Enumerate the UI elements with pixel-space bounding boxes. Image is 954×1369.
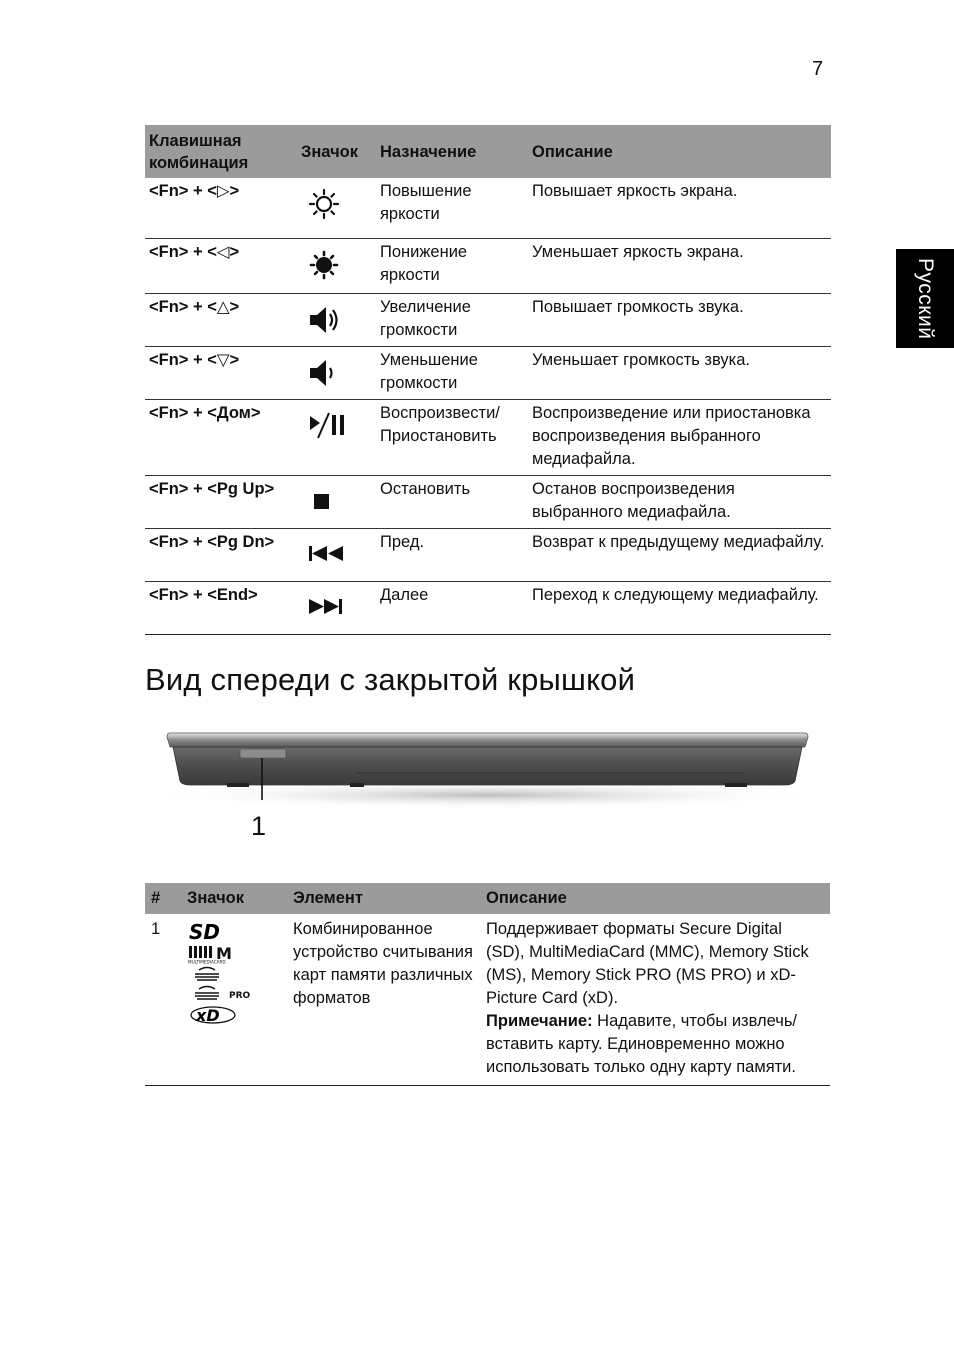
- next-track-icon: [307, 584, 355, 632]
- hotkey-purpose: Пред.: [376, 528, 528, 581]
- hotkey-combo: <Fn> + <◁>: [145, 238, 297, 293]
- hotkey-description: Уменьшает яркость экрана.: [528, 238, 831, 293]
- hotkey-purpose: Далее: [376, 581, 528, 634]
- memory-stick-logo-icon: [187, 966, 247, 982]
- hotkey-combo: <Fn> + <▽>: [145, 346, 297, 399]
- page-number: 7: [812, 58, 824, 80]
- hotkey-purpose: Уменьшение громкости: [376, 346, 528, 399]
- language-tab: [896, 249, 954, 348]
- volume-up-icon: [307, 296, 355, 344]
- svg-text:M: M: [216, 944, 232, 963]
- header-num: #: [145, 883, 181, 914]
- note-text: Надавите, чтобы извлечь/вставить карту. Единовременно можно использовать только одну карту памяти.: [486, 1012, 798, 1076]
- part-element: Комбинированное устройство считывания карт памяти различных форматов: [287, 914, 480, 1086]
- svg-text:xD: xD: [196, 1006, 220, 1025]
- hotkey-description: Останов воспроизведения выбранного медиафайла.: [528, 475, 831, 528]
- laptop-front-view: [145, 725, 830, 845]
- hotkey-purpose: Понижение яркости: [376, 238, 528, 293]
- header-element: Элемент: [287, 883, 480, 914]
- svg-text:SD: SD: [189, 922, 221, 942]
- mmc-logo-icon: [187, 944, 247, 964]
- part-number: 1: [145, 914, 181, 1086]
- parts-table: [145, 883, 830, 1086]
- brightness-up-icon: [307, 180, 355, 228]
- hotkey-purpose: Воспроизвести/ Приостановить: [376, 399, 528, 475]
- table-row: [145, 346, 831, 399]
- xd-logo-icon: [187, 1004, 247, 1026]
- hotkey-description: Повышает яркость экрана.: [528, 178, 831, 238]
- hotkey-combo: <Fn> + <Дом>: [145, 399, 297, 475]
- table-row: [145, 475, 831, 528]
- card-reader-logos: [187, 918, 281, 1026]
- section-title: Вид спереди с закрытой крышкой: [145, 662, 636, 697]
- header-combo: Клавишная комбинация: [145, 125, 297, 178]
- hotkeys-table: [145, 125, 831, 635]
- header-purpose: Назначение: [376, 125, 528, 178]
- memory-stick-pro-logo-icon: [187, 984, 257, 1002]
- table-row: [145, 914, 830, 1086]
- hotkey-description: Переход к следующему медиафайлу.: [528, 581, 831, 634]
- hotkey-combo: <Fn> + <End>: [145, 581, 297, 634]
- callout-1: 1: [251, 811, 267, 841]
- sd-logo-icon: [187, 922, 247, 942]
- header-icon: Значок: [297, 125, 376, 178]
- header-description: Описание: [528, 125, 831, 178]
- table-row: [145, 528, 831, 581]
- play-pause-icon: [307, 402, 355, 450]
- volume-down-icon: [307, 349, 355, 397]
- hotkey-combo: <Fn> + <△>: [145, 293, 297, 346]
- table-row: [145, 399, 831, 475]
- parts-header-row: [145, 883, 830, 914]
- hotkey-description: Возврат к предыдущему медиафайлу.: [528, 528, 831, 581]
- stop-icon: [307, 478, 355, 526]
- table-row: [145, 293, 831, 346]
- svg-text:MULTIMEDIACARD: MULTIMEDIACARD: [188, 959, 226, 964]
- header-icon: Значок: [181, 883, 287, 914]
- part-description-text: Поддерживает форматы Secure Digital (SD), MultiMediaCard (MMC), Memory Stick (MS), Memory Stick PRO (MS PRO) и xD-Picture Card (xD).: [486, 920, 809, 1007]
- hotkey-purpose: Увеличение громкости: [376, 293, 528, 346]
- hotkey-combo: <Fn> + <▷>: [145, 178, 297, 238]
- previous-track-icon: [307, 531, 355, 579]
- part-description: [480, 914, 830, 1086]
- hotkey-purpose: Остановить: [376, 475, 528, 528]
- table-row: [145, 178, 831, 238]
- hotkey-combo: <Fn> + <Pg Up>: [145, 475, 297, 528]
- brightness-down-icon: [307, 241, 355, 289]
- svg-text:PRO: PRO: [229, 991, 251, 1001]
- hotkey-description: Повышает громкость звука.: [528, 293, 831, 346]
- table-row: [145, 581, 831, 634]
- hotkey-combo: <Fn> + <Pg Dn>: [145, 528, 297, 581]
- note-label: Примечание:: [486, 1012, 593, 1030]
- hotkey-description: Уменьшает громкость звука.: [528, 346, 831, 399]
- hotkey-description: Воспроизведение или приостановка воспроизведения выбранного медиафайла.: [528, 399, 831, 475]
- hotkey-purpose: Повышение яркости: [376, 178, 528, 238]
- table-row: [145, 238, 831, 293]
- header-description: Описание: [480, 883, 830, 914]
- hotkeys-header-row: [145, 125, 831, 178]
- language-tab-label: Русский: [914, 257, 937, 340]
